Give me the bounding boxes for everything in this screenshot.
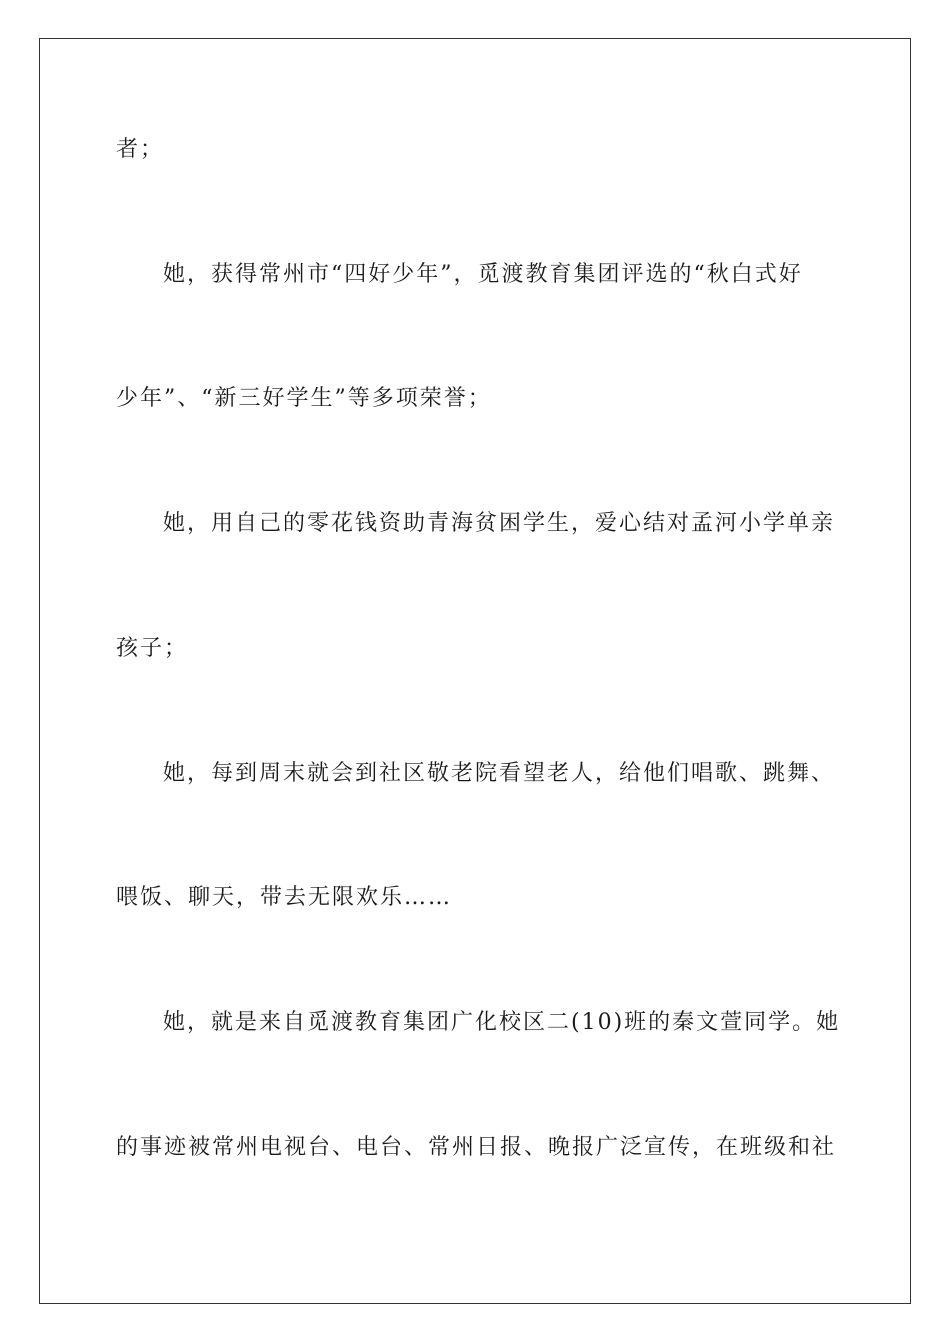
- paragraph-charity-line-2: 孩子；: [116, 636, 189, 661]
- paragraph-intro-line-1: 她，就是来自觅渡教育集团广化校区二(10)班的秦文萱同学。她: [163, 1010, 841, 1035]
- paragraph-intro-line-2: 的事迹被常州电视台、电台、常州日报、晚报广泛宣传，在班级和社: [116, 1135, 837, 1160]
- paragraph-elderly-line-2: 喂饭、聊天，带去无限欢乐……: [116, 885, 453, 910]
- text-line-1: 者；: [116, 137, 165, 162]
- paragraph-elderly-line-1: 她，每到周末就会到社区敬老院看望老人，给他们唱歌、跳舞、: [163, 761, 836, 786]
- paragraph-honors-line-1: 她，获得常州市“四好少年”，觅渡教育集团评选的“秋白式好: [163, 262, 803, 287]
- paragraph-honors-line-2: 少年”、“新三好学生”等多项荣誉；: [116, 386, 492, 411]
- paragraph-charity-line-1: 她，用自己的零花钱资助青海贫困学生，爱心结对孟河小学单亲: [163, 511, 836, 536]
- page-border: [39, 38, 911, 1304]
